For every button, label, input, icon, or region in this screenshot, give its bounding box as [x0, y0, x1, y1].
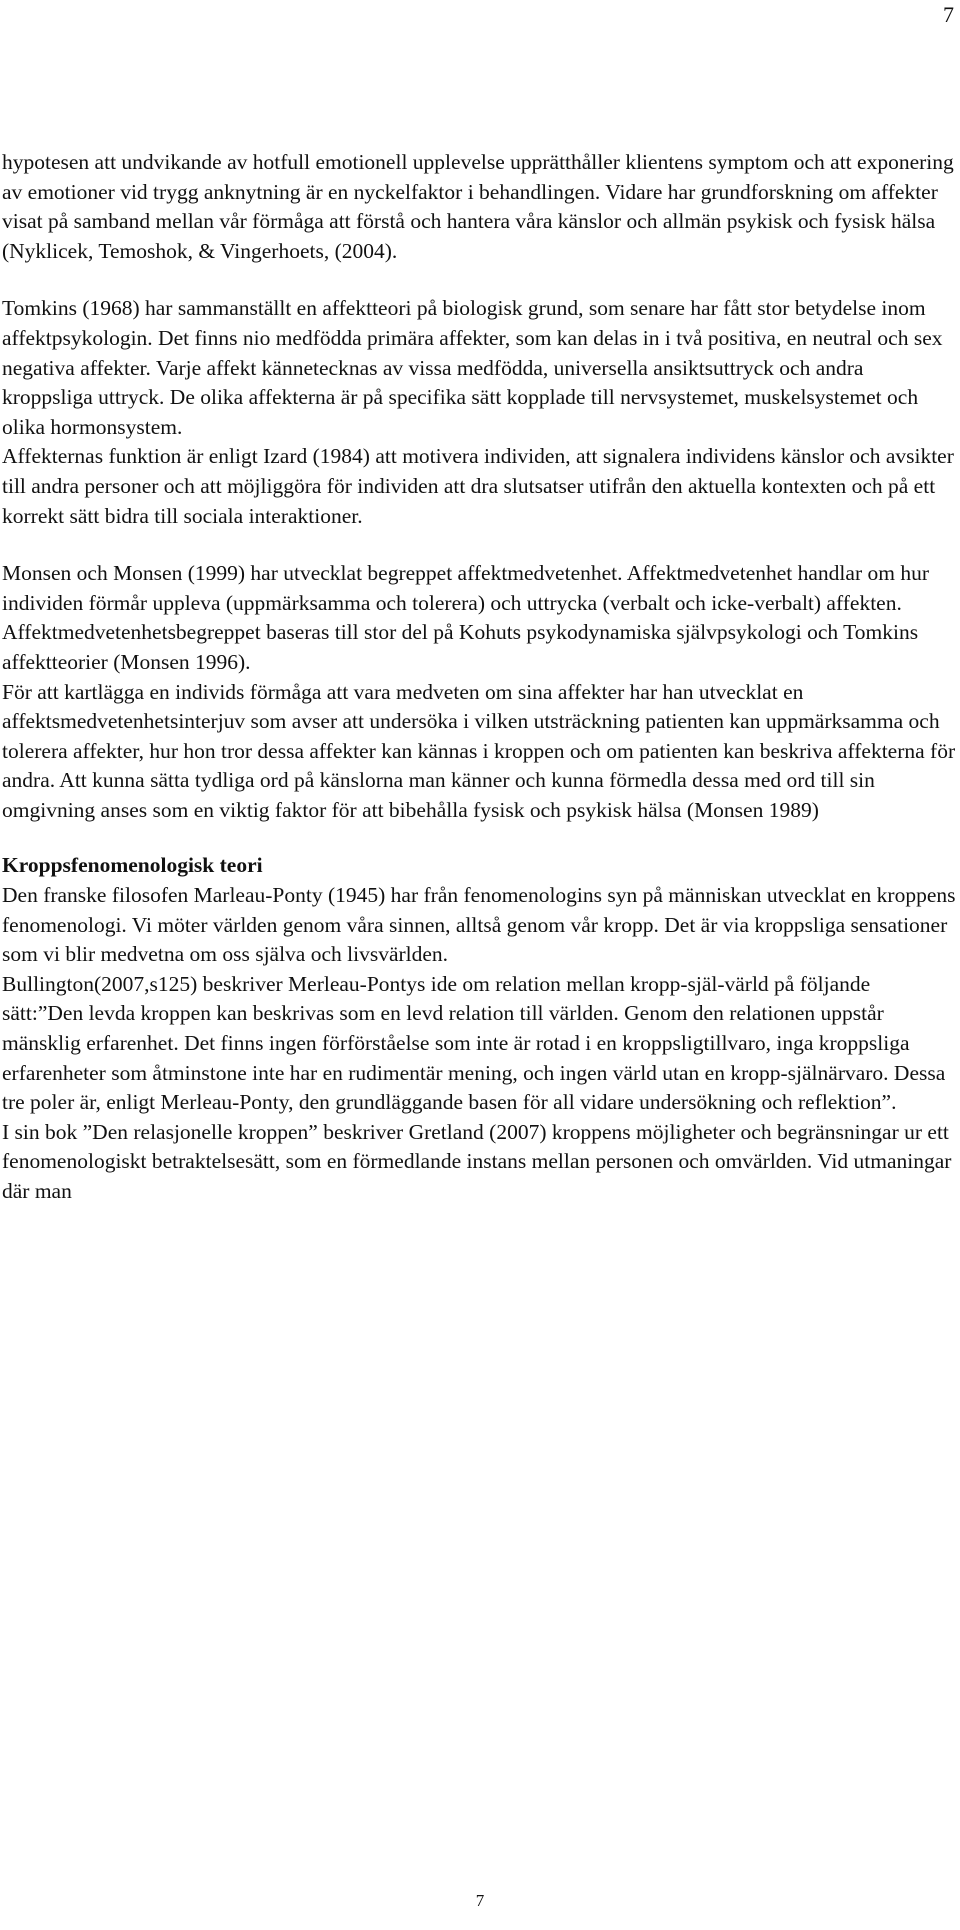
paragraph-monsen: Monsen och Monsen (1999) har utvecklat begreppet affektmedvetenhet. Affektmedvetenhet handlar om hur individen förmår uppleva (uppmärksamma och tolerera) och uttrycka (verbalt och icke-verbalt) affekten. Affektmedvetenhetsbegreppet baseras till stor del på Kohuts psykodynamiska självpsykologi och Tomkins affektteorier (Monsen 1996).	[2, 561, 929, 674]
page-number-top: 7	[943, 2, 954, 27]
paragraph-gretland: I sin bok ”Den relasjonelle kroppen” beskriver Gretland (2007) kroppens möjligheter och begränsningar ur ett fenomenologiskt betraktelsesätt, som en förmedlande instans mellan personen och omvärlden. Vid utmaningar där man	[2, 1119, 952, 1203]
paragraph-hypothesis: hypotesen att undvikande av hotfull emotionell upplevelse upprätthåller klientens symptom och att exponering av emotioner vid trygg anknytning är en nyckelfaktor i behandlingen. Vidare har grundforskning om affekter visat på samband mellan vår förmåga att förstå och hantera våra känslor och allmän psykisk och fysisk hälsa (Nyklicek, Temoshok, & Vingerhoets, (2004).	[2, 150, 954, 263]
paragraph-spacer	[2, 825, 956, 851]
paragraph-merleau-ponty: Den franske filosofen Marleau-Ponty (1945) har från fenomenologins syn på människan utvecklat en kroppens fenomenologi. Vi möter världen genom våra sinnen, alltså genom vår kropp. Det är via kroppsliga sensationer som vi blir medvetna om oss själva och livsvärlden.	[2, 883, 956, 967]
paragraph-tomkins: Tomkins (1968) har sammanställt en affektteori på biologisk grund, som senare har fått stor betydelse inom affektpsykologin. Det finns nio medfödda primära affekter, som kan delas in i två positiva, en neutral och sex negativa affekter. Varje affekt kännetecknas av vissa medfödda, universella ansiktsuttryck och andra kroppsliga uttryck. De olika affekterna är på specifika sätt kopplade till nervsystemet, muskelsystemet och olika hormonsystem.	[2, 296, 943, 439]
paragraph-bullington: Bullington(2007,s125) beskriver Merleau-Pontys ide om relation mellan kropp-själ-värld på följande sätt:”Den levda kroppen kan beskrivas som en levd relation till världen. Genom den relationen uppstår mänsklig erfarenhet. Det finns ingen förförståelse som inte är rotad i en kroppsligtillvaro, inga kroppsliga erfarenheter som åtminstone inte har en rudimentär mening, och ingen värld utan en kropp-själnärvaro. Dessa tre poler är, enligt Merleau-Ponty, den grundläggande basen för all vidare undersökning och reflektion”.	[2, 971, 946, 1115]
paragraph-spacer	[2, 531, 956, 559]
paragraph-izard: Affekternas funktion är enligt Izard (1984) att motivera individen, att signalera individens känslor och avsikter till andra personer och att möjliggöra för individen att dra slutsatser utifrån den aktuella kontexten och på ett korrekt sätt bidra till sociala interaktioner.	[2, 444, 954, 528]
document-body	[2, 148, 956, 1207]
section-heading: Kroppsfenomenologisk teori	[2, 853, 263, 878]
paragraph-spacer	[2, 266, 956, 294]
page-number-bottom: 7	[475, 1891, 485, 1910]
paragraph-affect-interview: För att kartlägga en individs förmåga att vara medveten om sina affekter har han utvecklat en affektsmedvetenhetsinterjuv som avser att undersöka i vilken utsträckning patienten kan uppmärksamma och tolerera affekter, hur hon tror dessa affekter kan kännas i kroppen och om patienten kan beskriva affekterna för andra. Att kunna sätta tydliga ord på känslorna man känner och kunna förmedla dessa med ord till sin omgivning anses som en viktig faktor för att bibehålla fysisk och psykisk hälsa (Monsen 1989)	[2, 679, 956, 822]
